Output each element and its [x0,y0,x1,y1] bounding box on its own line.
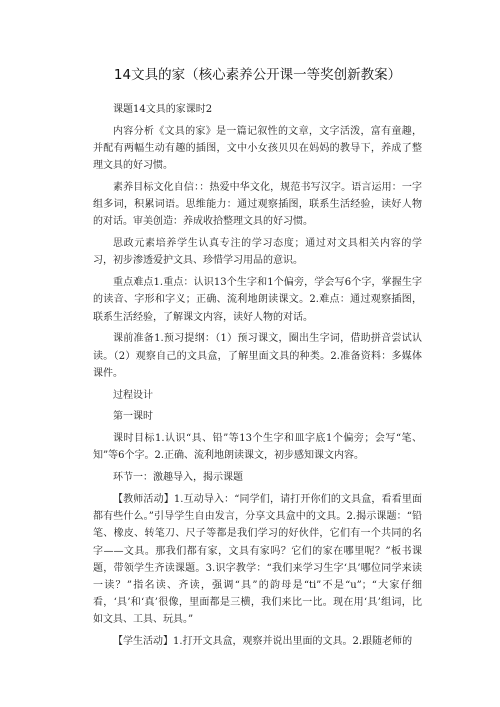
lesson-goals: 课时目标1.认识“具、铅”等13个生字和皿字底1个偏旁；会写“笔、知”等6个字。2.正确、流利地朗读课文，初步感知课文内容。 [93,433,422,462]
literacy-goals: 素养目标文化自信：：热爱中华文化，规范书写汉字。语言运用：一字组多词，积累词语。思维能力：通过观察插图，联系生活经验，读好人物的对话。审美创造：养成收拾整理文具的好习惯。 [93,182,422,228]
first-lesson-heading: 第一课时 [113,411,153,423]
document-title: 14文具的家（核心素养公开课一等奖创新教案） [113,67,402,83]
step-one-heading: 环节一：激趣导入，揭示课题 [113,472,243,484]
ideological-elements: 思政元素培养学生认真专注的学习态度；通过对文具相关内容的学习，初步渗透爱护文具、珍惜学习用品的意识。 [93,238,422,267]
preparation: 课前准备1.预习提纲：（1）预习课文，圈出生字词，借助拼音尝试认读。（2）观察自己的文具盒，了解里面文具的种类。2.准备资料：多媒体课件。 [93,333,422,379]
process-design-heading: 过程设计 [113,389,153,401]
student-activity: 【学生活动】1.打开文具盒，观察并说出里面的文具。2.跟随老师的 [113,636,413,648]
lesson-topic: 课题14文具的家课时2 [113,104,213,115]
key-points: 重点难点1.重点：认识13个生字和1个偏旁，学会写6个字，掌握生字的读音、字形和字义；正确、流利地朗读课文。2.难点：通过观察插图，联系生活经验，了解课文内容，读好人物的对话。 [93,277,422,323]
teacher-activity: 【教师活动】1.互动导入：“同学们，请打开你们的文具盒，看看里面都有些什么。”引导学生自由发言，分享文具盒中的文具。2.揭示课题：“铅笔、橡皮、转笔刀、尺子等都是我们学习的好伙伴，它们有一个共同的名字——文具。那我们都有家，文具有家吗？它们的家在哪里呢？”板书课题，带领学生齐读课题。3.识字教学：“我们来学习生字‘具’哪位同学来读一读？”指名读、齐读，强调“具”的韵母是“ti”不是“u”；“大家仔细看，‘具’和‘真’很像，里面都是三横，我们来比一比。现在用‘具’组词，比如文具、工具、玩具。” [93,494,422,626]
content-analysis: 内容分析《文具的家》是一篇记叙性的文章，文字活泼，富有童趣，并配有两幅生动有趣的插图，文中小女孩贝贝在妈妈的教导下，养成了整理文具的好习惯。 [93,125,422,172]
